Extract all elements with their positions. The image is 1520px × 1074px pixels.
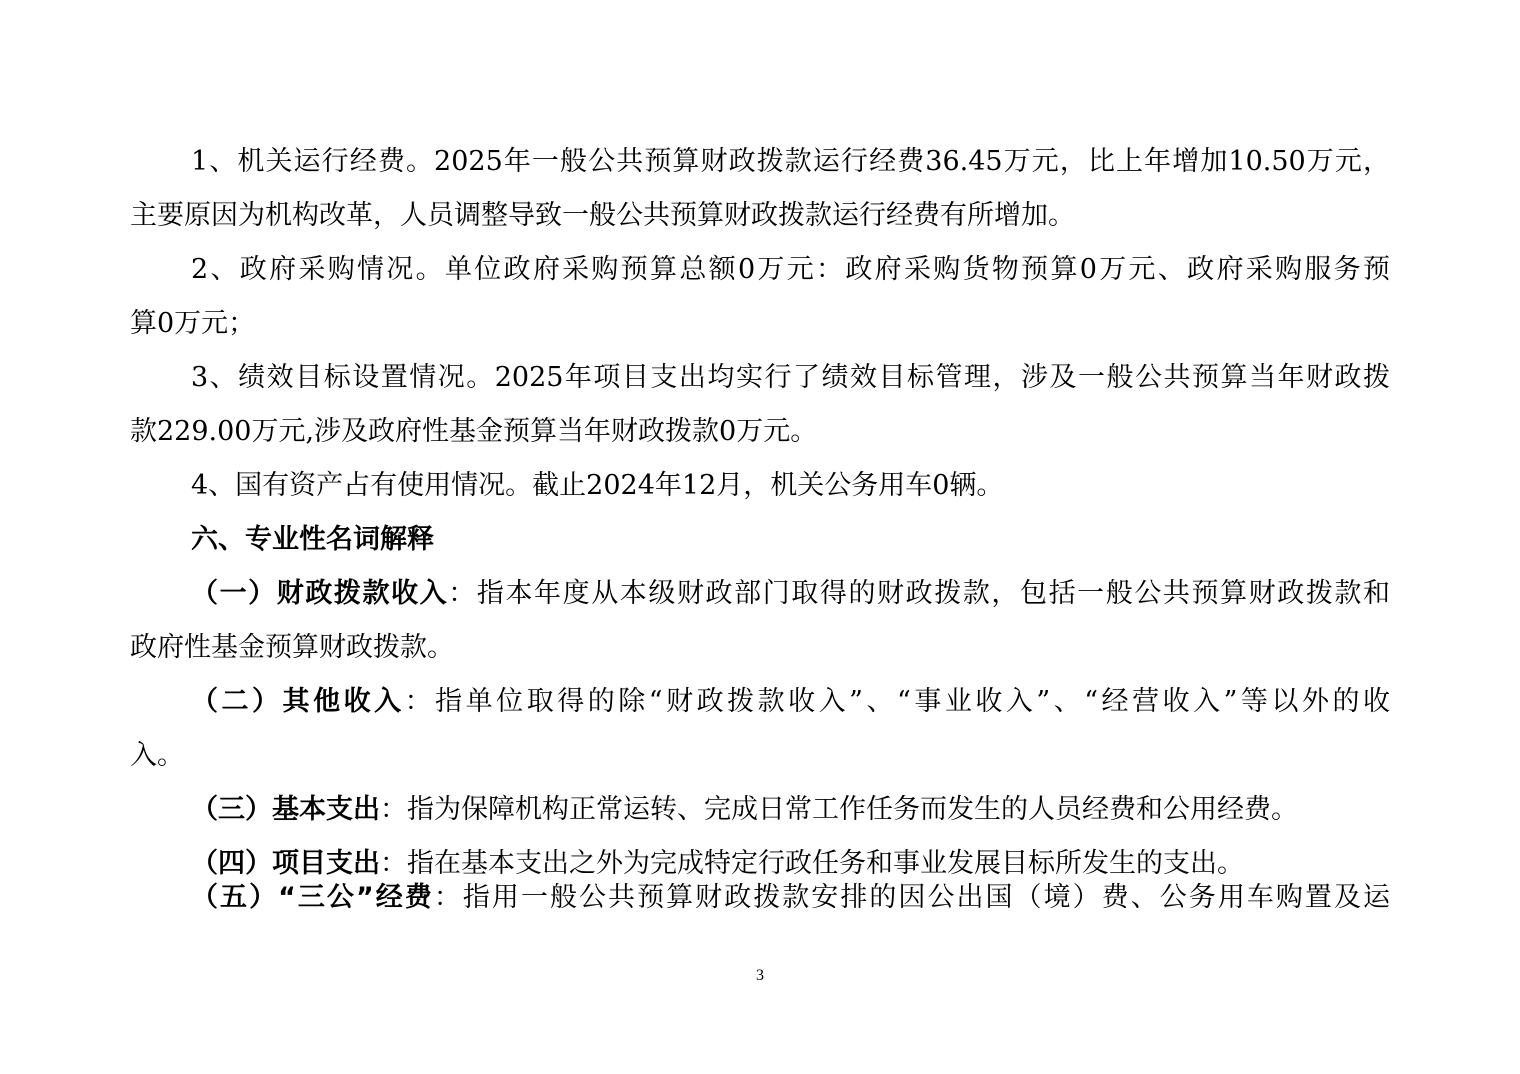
definition-2-line-1 [191, 682, 1390, 722]
paragraph-4-line-1: 4、国有资产占有使用情况。截止2024年12月，机关公务用车0辆。 [191, 470, 1004, 501]
paragraph-1-line-2: 主要原因为机构改革，人员调整导致一般公共预算财政拨款运行经费有所增加。 [130, 200, 1075, 231]
definition-5-term: （五）“三公”经费 [191, 882, 434, 913]
definition-2-term: （二）其他收入 [191, 686, 405, 717]
paragraph-2-line-2: 算0万元； [130, 308, 256, 339]
definition-2-line-2: 入。 [130, 740, 184, 771]
paragraph-2-line-1: 2、政府采购情况。单位政府采购预算总额0万元：政府采购货物预算0万元、政府采购服务预 [191, 254, 1390, 285]
paragraph-3-line-2: 款229.00万元,涉及政府性基金预算当年财政拨款0万元。 [130, 416, 818, 447]
definition-1-term: （一）财政拨款收入 [191, 578, 449, 609]
section-heading: 六、专业性名词解释 [191, 524, 434, 555]
definition-5-text: ：指用一般公共预算财政拨款安排的因公出国（境）费、公务用车购置及运 [433, 882, 1390, 913]
page-number: 3 [756, 967, 764, 984]
definition-4-text: ：指在基本支出之外为完成特定行政任务和事业发展目标所发生的支出。 [380, 848, 1244, 879]
paragraph-1-line-1: 1、机关运行经费。2025年一般公共预算财政拨款运行经费36.45万元，比上年增加10.50万元， [191, 146, 1390, 177]
definition-3-line-1 [191, 790, 1390, 830]
definition-2-text: ：指单位取得的除“财政拨款收入”、“事业收入”、“经营收入”等以外的收 [404, 686, 1390, 717]
paragraph-3-line-1: 3、绩效目标设置情况。2025年项目支出均实行了绩效目标管理，涉及一般公共预算当年财政拨 [191, 362, 1390, 393]
definition-5-line-1 [191, 878, 1390, 918]
definition-1-text: ：指本年度从本级财政部门取得的财政拨款，包括一般公共预算财政拨款和 [448, 578, 1390, 609]
definition-4-term: （四）项目支出 [191, 848, 380, 879]
definition-1-line-1 [191, 574, 1390, 614]
definition-1-line-2: 政府性基金预算财政拨款。 [130, 632, 454, 663]
definition-3-text: ：指为保障机构正常运转、完成日常工作任务而发生的人员经费和公用经费。 [380, 794, 1298, 825]
definition-3-term: （三）基本支出 [191, 794, 380, 825]
